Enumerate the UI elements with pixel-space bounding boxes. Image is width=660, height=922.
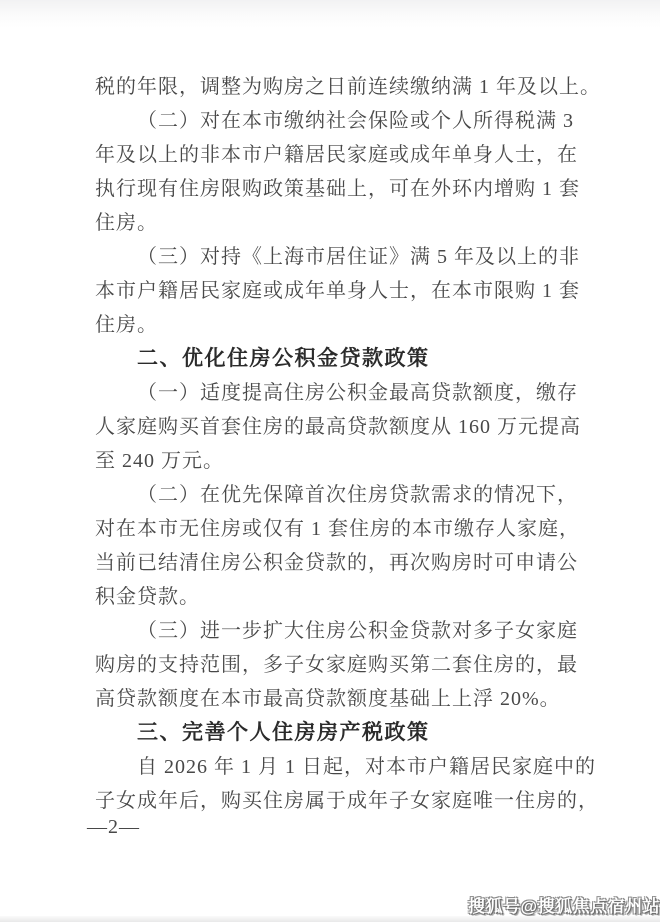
body-line: （二）对在本市缴纳社会保险或个人所得税满 3 [137,110,574,132]
body-line: 高贷款额度在本市最高贷款额度基础上上浮 20%。 [95,688,561,710]
body-line: 执行现有住房限购政策基础上，可在外环内增购 1 套 [95,178,580,200]
section-heading: 三、完善个人住房房产税政策 [137,721,430,744]
body-line: 住房。 [95,212,158,234]
body-line: 子女成年后，购买住房属于成年子女家庭唯一住房的， [95,790,599,812]
body-line: 积金贷款。 [95,586,200,608]
body-line: 自 2026 年 1 月 1 日起，对本市户籍居民家庭中的 [137,756,596,778]
body-line: 年及以上的非本市户籍居民家庭或成年单身人士，在 [95,144,578,166]
page-number: —2— [87,816,140,838]
body-line: （三）对持《上海市居住证》满 5 年及以上的非 [137,246,580,268]
body-line: 购房的支持范围，多子女家庭购买第二套住房的，最 [95,654,578,676]
body-line: 住房。 [95,314,158,336]
body-line: 税的年限，调整为购房之日前连续缴纳满 1 年及以上。 [95,76,601,98]
body-line: 当前已结清住房公积金贷款的，再次购房时可申请公 [95,552,578,574]
body-line: 人家庭购买首套住房的最高贷款额度从 160 万元提高 [95,416,581,438]
body-line: 至 240 万元。 [95,450,224,472]
scan-shading-top [0,0,660,28]
document-page [95,70,601,818]
body-line: 对在本市无住房或仅有 1 套住房的本市缴存人家庭， [95,518,580,540]
section-heading: 二、优化住房公积金贷款政策 [137,347,430,370]
body-line: （一）适度提高住房公积金最高贷款额度，缴存 [137,382,578,404]
watermark: 搜狐号@搜狐焦点宿州站 [468,897,660,916]
body-line: （三）进一步扩大住房公积金贷款对多子女家庭 [137,620,578,642]
body-line: （二）在优先保障首次住房贷款需求的情况下， [137,484,578,506]
body-line: 本市户籍居民家庭或成年单身人士，在本市限购 1 套 [95,280,580,302]
